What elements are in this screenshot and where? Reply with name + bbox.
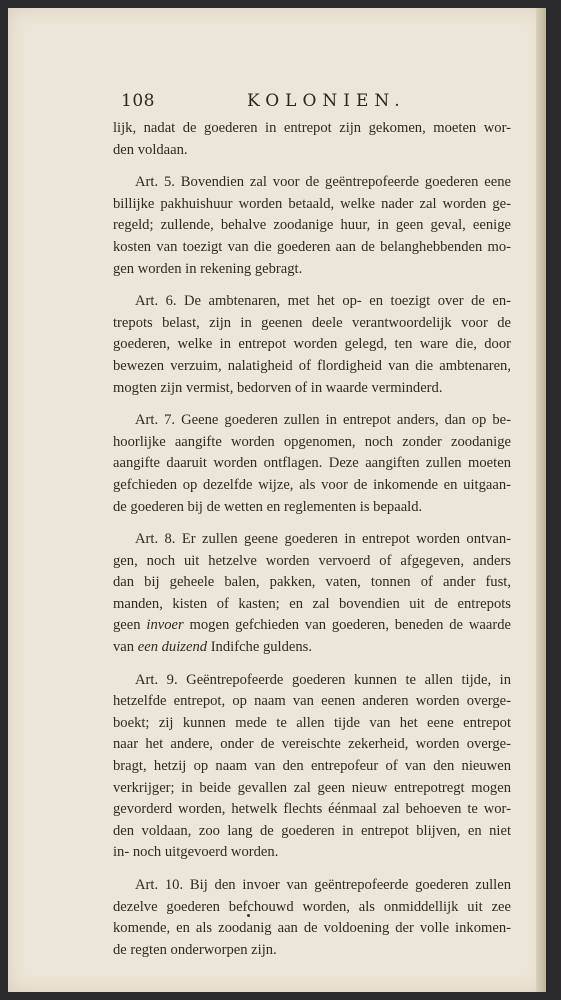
text-line: aangifte daaruit worden ontflagen. Deze aangiften zullen moeten: [113, 455, 511, 472]
paragraph-continuation: [113, 118, 511, 161]
text-line: hetzelfde entrepot, op naam van eenen anderen worden overge-: [113, 693, 511, 710]
text-line: goederen, welke in entrepot worden gelegd, ten ware die, door: [113, 336, 511, 353]
running-title: KOLONIEN.: [247, 91, 406, 111]
body-text: [113, 118, 511, 961]
text-line: gevorderd worden, hetwelk flechts éénmaal zal behoeven te wor-: [113, 801, 511, 818]
text-line: gen worden in rekening gebragt.: [113, 260, 303, 277]
text-line: boekt; zij kunnen mede te allen tijde van het eene entrepot: [113, 714, 511, 731]
text-line: dan bij geheele balen, pakken, vaten, tonnen of ander fust,: [113, 574, 511, 591]
text-line: dezelve goederen befchouwd worden, als onmiddellijk uit zee: [113, 898, 511, 915]
article-paragraph: [113, 291, 511, 399]
text-line: komende, en als zoodanig aan de voldoening der volle inkomen-: [113, 920, 511, 937]
text-line: in- noch uitgevoerd worden.: [113, 844, 279, 861]
text-line: mogten zijn vermist, bedorven of in waarde verminderd.: [113, 379, 443, 396]
article-paragraph: [113, 529, 511, 659]
article-paragraph: [113, 670, 511, 864]
page-number: 108: [121, 91, 155, 111]
text-line: bewezen verzuim, nalatigheid of flordigheid van die ambtenaren,: [113, 357, 511, 374]
text-line: de regten onderworpen zijn.: [113, 941, 277, 958]
running-header: [121, 91, 411, 119]
text-line: verkrijger; in beide gevallen zal geen nieuw entrepotregt mogen: [113, 779, 511, 796]
text-line: van een duizend Indifche guldens.: [113, 639, 313, 656]
text-line: Art. 6. De ambtenaren, met het op- en toezigt over de en-: [135, 293, 511, 310]
text-line: kosten van toezigt van die goederen aan de belanghebbenden mo-: [113, 238, 511, 255]
text-line: Art. 10. Bij den invoer van geëntrepofeerde goederen zullen: [135, 877, 511, 893]
text-line: Art. 8. Er zullen geene goederen in entrepot worden ontvan-: [135, 531, 511, 548]
text-line: geen invoer mogen gefchieden van goederen, beneden de waarde: [113, 617, 511, 634]
text-line: gen, noch uit hetzelve worden vervoerd of afgegeven, anders: [113, 552, 511, 569]
text-line: bragt, hetzij op naam van den entrepofeur of van den nieuwen: [113, 758, 511, 775]
text-line: hoorlijke aangifte worden opgenomen, noch zonder zoodanige: [113, 433, 511, 450]
text-line: den voldaan, zoo lang de goederen in entrepot blijven, en niet: [113, 822, 511, 839]
text-line: de goederen bij de wetten en reglementen is bepaald.: [113, 498, 423, 515]
text-line: Art. 7. Geene goederen zullen in entrepot anders, dan op be-: [135, 412, 511, 429]
text-line: lijk, nadat de goederen in entrepot zijn gekomen, moeten wor-: [113, 120, 511, 136]
text-line: Art. 9. Geëntrepofeerde goederen kunnen te allen tijde, in: [135, 671, 511, 688]
text-line: Art. 5. Bovendien zal voor de geëntrepofeerde goederen eene: [135, 174, 511, 191]
text-line: billijke pakhuishuur worden betaald, welke nader zal worden ge-: [113, 195, 511, 212]
text-line: trepots belast, zijn in geenen deele verantwoordelijk voor de: [113, 314, 511, 331]
text-line: manden, kisten of kasten; en zal bovendien uit de entrepots: [113, 595, 511, 612]
article-paragraph: [113, 875, 511, 961]
article-paragraph: [113, 410, 511, 518]
text-line: den voldaan.: [113, 141, 188, 158]
text-line: gefchieden op dezelfde wijze, als voor de inkomende en uitgaan-: [113, 476, 511, 493]
article-paragraph: [113, 172, 511, 280]
page-edge: [536, 8, 546, 992]
text-line: naar het andere, onder de vereischte zekerheid, worden overge-: [113, 736, 511, 753]
text-line: regeld; zullende, behalve zoodanige huur, in geen geval, eenige: [113, 217, 511, 234]
